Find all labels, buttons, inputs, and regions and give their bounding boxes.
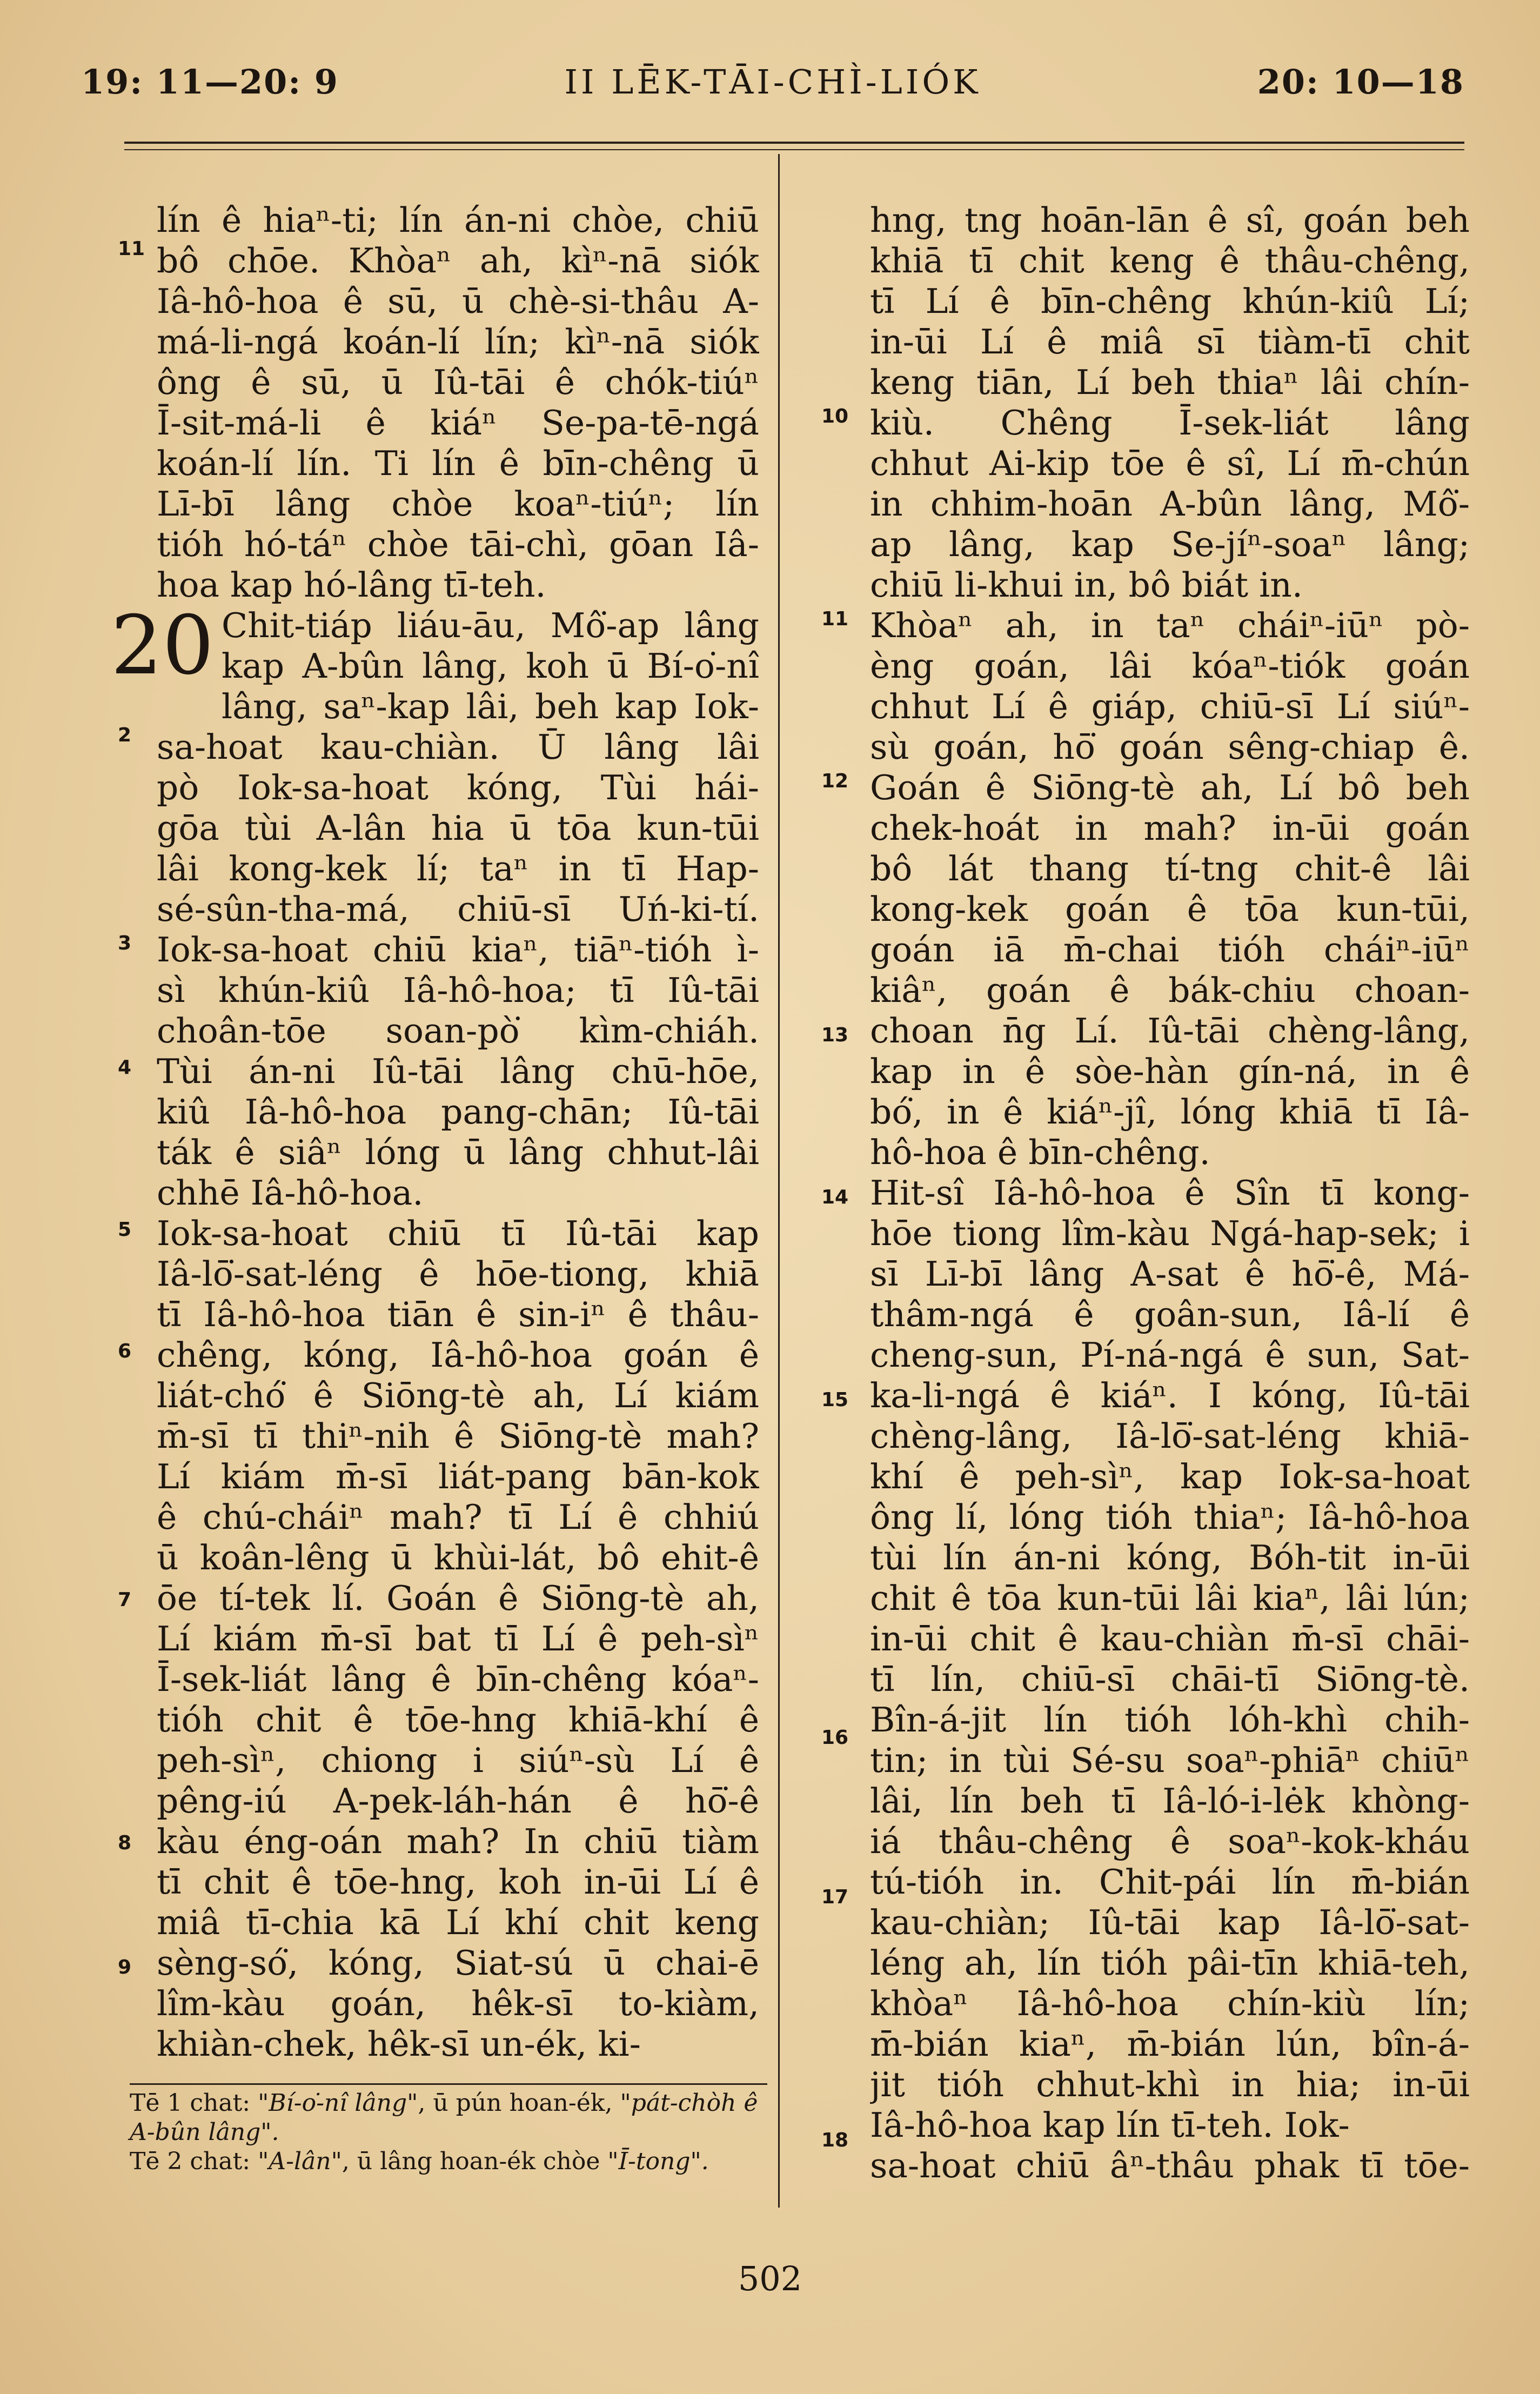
text-line: cheng-sun, Pí-ná-ngá ê sun, Sat-: [870, 1335, 1470, 1375]
footnote-1-quote-1: "Bí-o͘-nî lâng": [258, 2089, 418, 2117]
text-line: tú-tióh in. Chit-pái lín m̄-bián: [870, 1862, 1470, 1902]
text-line: chit ê tōa kun-tūi lâi kiaⁿ, lâi lún;: [870, 1579, 1470, 1618]
text-line: choan n̄g Lí. Iû-tāi chèng-lâng,: [870, 1011, 1470, 1051]
text-line: m̄-bián kiaⁿ, m̄-bián lún, bîn-á-: [870, 2024, 1470, 2064]
text-line: in chhim-hoān A-bûn lâng, Mô͘-: [870, 484, 1470, 524]
footnote-1-quote-2: "pát-chòh ê A-bûn lâng".: [130, 2089, 758, 2146]
text-line: Bîn-á-jit lín tióh lóh-khì chih-: [870, 1700, 1470, 1740]
header-book-title: II LĒK-TĀI-CHÌ-LIÓK: [564, 62, 981, 102]
text-line: in-ūi chit ê kau-chiàn m̄-sī chāi-: [870, 1619, 1470, 1659]
text-line: Lī-bī lâng chòe koaⁿ-tiúⁿ; lín: [157, 484, 759, 524]
text-line: èng goán, lâi kóaⁿ-tiók goán: [870, 646, 1470, 686]
verse-number: 17: [821, 1886, 849, 1908]
verse-number: 11: [821, 608, 849, 630]
text-line: kiù. Chêng Ī-sek-liát lâng: [870, 403, 1470, 443]
text-line: hoa kap hó-lâng tī-teh.: [157, 565, 546, 605]
text-line: lâng, saⁿ-kap lâi, beh kap Iok-: [222, 687, 759, 726]
text-line: tī lín, chiū-sī chāi-tī Siōng-tè.: [870, 1660, 1470, 1699]
text-line: khòaⁿ Iâ-hô-hoa chín-kiù lín;: [870, 1984, 1470, 2023]
footnote-2-quote-1: "A-lân": [258, 2148, 342, 2175]
text-line: bô lát thang tí-tng chit-ê lâi: [870, 849, 1470, 888]
text-line: thâm-ngá ê goân-sun, Iâ-lí ê: [870, 1295, 1470, 1334]
text-line: chêng, kóng, Iâ-hô-hoa goán ê: [157, 1335, 759, 1375]
text-line: bô chōe. Khòaⁿ ah, kìⁿ-nā siók: [157, 241, 759, 280]
text-line: chiū li-khui in, bô biát in.: [870, 565, 1303, 605]
verse-number: 5: [118, 1219, 132, 1241]
footnote-rule: [130, 2083, 767, 2085]
verse-number: 2: [118, 724, 132, 746]
verse-number: 14: [821, 1186, 849, 1208]
text-line: liát-chó͘ ê Siōng-tè ah, Lí kiám: [157, 1376, 759, 1415]
text-line: Goán ê Siōng-tè ah, Lí bô beh: [870, 768, 1470, 807]
text-line: lîm-kàu goán, hêk-sī to-kiàm,: [157, 1984, 759, 2023]
text-line: ka-li-ngá ê kiáⁿ. I kóng, Iû-tāi: [870, 1376, 1470, 1415]
text-line: Tùi án-ni Iû-tāi lâng chū-hōe,: [157, 1052, 759, 1091]
text-line: Lí kiám m̄-sī liát-pang bān-kok: [157, 1457, 759, 1496]
text-line: tī Lí ê bīn-chêng khún-kiû Lí;: [870, 282, 1470, 321]
text-line: ap lâng, kap Se-jíⁿ-soaⁿ lâng;: [870, 525, 1470, 564]
text-line: sé-sûn-tha-má, chiū-sī Uń-ki-tí.: [157, 890, 759, 929]
verse-number: 11: [118, 238, 145, 260]
text-line: léng ah, lín tióh pâi-tīn khiā-teh,: [870, 1943, 1470, 1983]
text-line: Hit-sî Iâ-hô-hoa ê Sîn tī kong-: [870, 1173, 1470, 1213]
header-rule-thin: [124, 149, 1464, 150]
verse-number: 18: [821, 2129, 849, 2151]
verse-number: 4: [118, 1056, 132, 1079]
text-line: choân-tōe soan-pò͘ kìm-chiáh.: [157, 1011, 759, 1051]
footnote-1-mid: , ū pún hoan-ék,: [418, 2089, 620, 2117]
verse-number: 13: [821, 1024, 849, 1046]
footnote-1-prefix: Tē 1 chat:: [130, 2089, 258, 2117]
text-line: khiā tī chit keng ê thâu-chêng,: [870, 241, 1470, 280]
text-line: sa-hoat kau-chiàn. Ū lâng lâi: [157, 727, 759, 767]
text-line: chek-hoát in mah? in-ūi goán: [870, 808, 1470, 848]
left-text-column: [157, 200, 759, 2064]
text-line: tióh chit ê tōe-hng khiā-khí ê: [157, 1700, 759, 1740]
verse-number: 8: [118, 1832, 132, 1854]
text-line: sa-hoat chiū âⁿ-thâu phak tī tōe-: [870, 2146, 1470, 2185]
text-line: sī Lī-bī lâng A-sat ê hō͘-ê, Má-: [870, 1254, 1470, 1294]
text-line: Iâ-hô-hoa ê sū, ū chè-si-thâu A-: [157, 282, 759, 321]
text-line: kau-chiàn; Iû-tāi kap Iâ-lō͘-sat-: [870, 1903, 1470, 1942]
text-line: peh-sìⁿ, chiong i siúⁿ-sù Lí ê: [157, 1741, 759, 1780]
footnotes: [130, 2089, 767, 2176]
verse-number: 12: [821, 770, 849, 792]
text-line: bó͘, in ê kiáⁿ-jî, lóng khiā tī Iâ-: [870, 1092, 1470, 1132]
text-line: ū koân-lêng ū khùi-lát, bô ehit-ê: [157, 1538, 759, 1577]
chapter-number: 20: [111, 599, 214, 693]
text-line: khí ê peh-sìⁿ, kap Iok-sa-hoat: [870, 1457, 1470, 1496]
footnote-2-quote-2: "Ī-tong".: [607, 2148, 709, 2175]
text-line: pò Iok-sa-hoat kóng, Tùi hái-: [157, 768, 759, 807]
text-line: Ī-sit-má-li ê kiáⁿ Se-pa-tē-ngá: [157, 403, 759, 443]
text-line: lín ê hiaⁿ-ti; lín án-ni chòe, chiū: [157, 200, 759, 240]
text-line: gōa tùi A-lân hia ū tōa kun-tūi: [157, 808, 759, 848]
footnote-2-mid: , ū lâng hoan-ék chòe: [342, 2148, 608, 2175]
text-line: tī Iâ-hô-hoa tiān ê sin-iⁿ ê thâu-: [157, 1295, 759, 1334]
text-line: Iok-sa-hoat chiū tī Iû-tāi kap: [157, 1214, 759, 1253]
text-line: Khòaⁿ ah, in taⁿ cháiⁿ-iūⁿ pò-: [870, 606, 1470, 645]
column-divider: [778, 154, 780, 2208]
text-line: kiû Iâ-hô-hoa pang-chān; Iû-tāi: [157, 1092, 759, 1132]
text-line: khiàn-chek, hêk-sī un-ék, ki-: [157, 2024, 641, 2064]
text-line: kiâⁿ, goán ê bák-chiu choan-: [870, 971, 1470, 1010]
text-line: ōe tí-tek lí. Goán ê Siōng-tè ah,: [157, 1579, 759, 1618]
verse-number: 9: [118, 1956, 132, 1978]
text-line: tī chit ê tōe-hng, koh in-ūi Lí ê: [157, 1862, 759, 1902]
text-line: iá thâu-chêng ê soaⁿ-kok-kháu: [870, 1822, 1470, 1861]
text-line: hng, tng hoān-lān ê sî, goán beh: [870, 200, 1470, 240]
header-verse-range-right: 20: 10—18: [1257, 62, 1464, 102]
text-line: jit tióh chhut-khì in hia; in-ūi: [870, 2065, 1470, 2104]
text-line: hô-hoa ê bīn-chêng.: [870, 1133, 1210, 1172]
text-line: miâ tī-chia kā Lí khí chit keng: [157, 1903, 759, 1942]
footnote-2-prefix: Tē 2 chat:: [130, 2148, 258, 2175]
text-line: koán-lí lín. Ti lín ê bīn-chêng ū: [157, 444, 759, 483]
text-line: Iok-sa-hoat chiū kiaⁿ, tiāⁿ-tióh ì-: [157, 930, 759, 969]
text-line: Lí kiám m̄-sī bat tī Lí ê peh-sìⁿ: [157, 1619, 759, 1659]
text-line: chèng-lâng, Iâ-lō͘-sat-léng khiā-: [870, 1416, 1470, 1456]
text-line: keng tiān, Lí beh thiaⁿ lâi chín-: [870, 363, 1470, 402]
text-line: chhē Iâ-hô-hoa.: [157, 1173, 424, 1213]
text-line: ê chú-cháiⁿ mah? tī Lí ê chhiú: [157, 1497, 759, 1537]
text-line: Chit-tiáp liáu-āu, Mô͘-ap lâng: [222, 606, 759, 645]
text-line: m̄-sī tī thiⁿ-nih ê Siōng-tè mah?: [157, 1416, 759, 1456]
verse-number: 10: [821, 405, 849, 427]
text-line: chhut Lí ê giáp, chiū-sī Lí siúⁿ-: [870, 687, 1470, 726]
verse-number: 15: [821, 1389, 849, 1411]
header-verse-range-left: 19: 11—20: 9: [81, 62, 339, 102]
verse-number: 6: [118, 1340, 132, 1362]
running-header: [81, 51, 1464, 111]
text-line: pêng-iú A-pek-láh-hán ê hō͘-ê: [157, 1781, 759, 1821]
text-line: Ī-sek-liát lâng ê bīn-chêng kóaⁿ-: [157, 1660, 759, 1699]
text-line: kong-kek goán ê tōa kun-tūi,: [870, 890, 1470, 929]
text-line: sù goán, hō͘ goán sêng-chiap ê.: [870, 727, 1470, 767]
footnote-2: [130, 2147, 767, 2176]
verse-number: 16: [821, 1727, 849, 1749]
text-line: sèng-só͘, kóng, Siat-sú ū chai-ē: [157, 1943, 759, 1983]
text-line: tióh hó-táⁿ chòe tāi-chì, gōan Iâ-: [157, 525, 759, 564]
right-text-column: [870, 200, 1470, 2186]
verse-number: 7: [118, 1589, 132, 1611]
text-line: kàu éng-oán mah? In chiū tiàm: [157, 1822, 759, 1861]
text-line: kap in ê sòe-hàn gín-ná, in ê: [870, 1052, 1470, 1091]
page-number: 502: [738, 2259, 802, 2298]
text-line: Iâ-hô-hoa kap lín tī-teh. Iok-: [870, 2105, 1350, 2145]
text-line: lâi kong-kek lí; taⁿ in tī Hap-: [157, 849, 759, 888]
verse-number: 3: [118, 932, 132, 954]
text-line: tùi lín án-ni kóng, Bóh-tit in-ūi: [870, 1538, 1470, 1577]
text-line: má-li-ngá koán-lí lín; kìⁿ-nā siók: [157, 322, 759, 362]
text-line: ták ê siâⁿ lóng ū lâng chhut-lâi: [157, 1133, 759, 1172]
header-rule-thick: [124, 142, 1464, 144]
text-line: lâi, lín beh tī Iâ-ló-i-lėk khòng-: [870, 1781, 1470, 1821]
text-line: ông lí, lóng tióh thiaⁿ; Iâ-hô-hoa: [870, 1497, 1470, 1537]
footnote-1: [130, 2089, 767, 2147]
text-line: Iâ-lō͘-sat-léng ê hōe-tiong, khiā: [157, 1254, 759, 1294]
text-line: sì khún-kiû Iâ-hô-hoa; tī Iû-tāi: [157, 971, 759, 1010]
text-line: goán iā m̄-chai tióh cháiⁿ-iūⁿ: [870, 930, 1470, 969]
text-line: chhut Ai-kip tōe ê sî, Lí m̄-chún: [870, 444, 1470, 483]
text-line: in-ūi Lí ê miâ sī tiàm-tī chit: [870, 322, 1470, 362]
text-line: kap A-bûn lâng, koh ū Bí-o͘-nî: [222, 646, 759, 686]
text-line: hōe tiong lîm-kàu Ngá-hap-sek; i: [870, 1214, 1470, 1253]
text-line: ông ê sū, ū Iû-tāi ê chók-tiúⁿ: [157, 363, 759, 402]
text-line: tin; in tùi Sé-su soaⁿ-phiāⁿ chiūⁿ: [870, 1741, 1470, 1780]
